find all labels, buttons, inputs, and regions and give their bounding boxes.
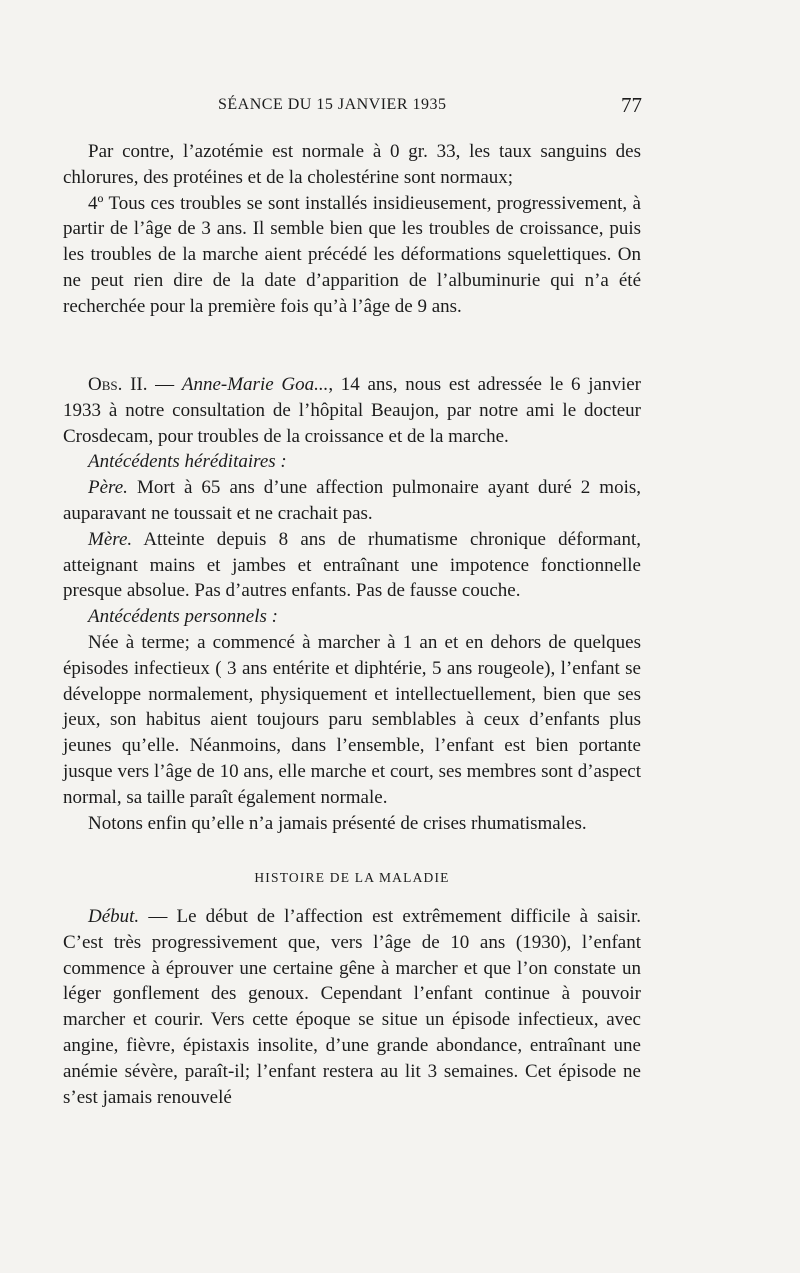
paragraph-pere bbox=[63, 475, 641, 527]
header-title: SÉANCE DU 15 JANVIER 1935 bbox=[218, 96, 447, 113]
paragraph-notons: Notons enfin qu’elle n’a jamais présenté de crises rhumatismales. bbox=[88, 812, 587, 834]
observation-block bbox=[63, 372, 641, 836]
running-header bbox=[218, 93, 642, 126]
obs-patient: Anne-Marie Goa... bbox=[181, 374, 329, 395]
opening-text-block bbox=[63, 139, 641, 320]
paragraph-azotemie: Par contre, l’azotémie est normale à 0 gr. 33, les taux sanguins des chlorures, des protéines et de la cholestérine sont normaux; bbox=[63, 141, 641, 188]
paragraph-mere bbox=[63, 527, 641, 604]
paragraph-observation bbox=[63, 372, 641, 449]
paragraph-debut bbox=[63, 904, 641, 1110]
obs-dash: — bbox=[147, 374, 182, 395]
mere-text: Atteinte depuis 8 ans de rhumatisme chronique déformant, atteignant mains et jambes et entraînant une impotence fonctionnelle presque absolue. Pas d’autres enfants. Pas de fausse couche. bbox=[63, 528, 641, 602]
debut-text: — Le début de l’affection est extrêmement difficile à saisir. C’est très progressivement que, vers l’âge de 10 ans (1930), l’enfant commence à éprouver une certaine gêne à marcher et que l’on constate un léger gonflement des genoux. Cependant l’enfant continue à pouvoir marcher et courir. Vers cette époque se situe un épisode infectieux, avec angine, fièvre, épistaxis insolite, d’une grande abondance, entraînant une anémie sévère, paraît-il; l’enfant restera au lit 3 semaines. Cet épisode ne s’est jamais renouvelé bbox=[63, 906, 641, 1108]
debut-label: Début. bbox=[88, 906, 140, 927]
paragraph-personal: Née à terme; a commencé à marcher à 1 an et en dehors de quelques épisodes infectieux ( 3 ans entérite et diphtérie, 5 ans rougeole), l’enfant se développe normalement, physiquement et intellectuellement, bien que ses jeux, son habitus aient toujours paru semblables à ceux d’enfants plus jeunes qu’elle. Néanmoins, dans l’ensemble, l’enfant est bien portante jusque vers l’âge de 10 ans, elle marche et court, ses membres sont d’aspect normal, sa taille paraît également normale. bbox=[63, 631, 641, 808]
pere-label: Père. bbox=[88, 477, 128, 499]
pere-text: Mort à 65 ans d’une affection pulmonaire ayant duré 2 mois, auparavant ne toussait et ne crachait pas. bbox=[63, 477, 641, 524]
heading-hereditary: Antécédents héréditaires : bbox=[88, 451, 287, 473]
heading-personal: Antécédents personnels : bbox=[88, 606, 278, 628]
paragraph-troubles: 4º Tous ces troubles se sont installés insidieusement, progressivement, à partir de l’âge de 3 ans. Il semble bien que les troubles de croissance, puis les troubles de la marche aient précédé les déformations squelettiques. On ne peut rien dire de la date d’apparition de l’albuminurie qui n’a été recherchée pour la première fois qu’à l’âge de 9 ans. bbox=[63, 192, 641, 317]
section-title: HISTOIRE DE LA MALADIE bbox=[254, 870, 450, 885]
page-number: 77 bbox=[621, 93, 642, 117]
obs-text: , 14 ans, nous est adressée le 6 janvier 1933 à notre consultation de l’hôpital Beaujon, par notre ami le docteur Crosdecam, pour troubles de la croissance et de la marche. bbox=[63, 374, 641, 447]
obs-label: Obs. II. bbox=[88, 374, 148, 395]
history-block bbox=[63, 904, 641, 1110]
mere-label: Mère. bbox=[88, 528, 133, 550]
